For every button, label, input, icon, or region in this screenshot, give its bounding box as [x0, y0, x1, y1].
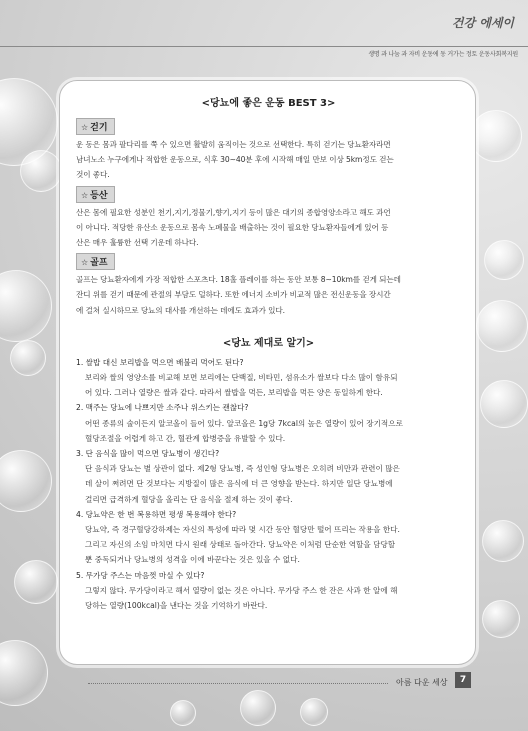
bubble-decoration [0, 640, 48, 706]
answer-line: 혈당조절을 어렵게 하고 간, 혈관계 합병증을 유발할 수 있다. [85, 433, 286, 443]
bubble-decoration [170, 700, 196, 726]
hiking-line: 이 아니다. 적당한 유산소 운동으로 몸속 노폐물을 배출하는 것이 필요한 당뇨환자들에게 있어 등 [76, 222, 389, 232]
question: 5. 무가당 주스는 마음껏 마실 수 있다? [76, 570, 205, 580]
page-number: 7 [455, 672, 471, 688]
bubble-decoration [0, 450, 52, 512]
bubble-decoration [14, 560, 58, 604]
exercise-item-hiking [76, 183, 461, 251]
golf-line: 에 걸쳐 실시하므로 당뇨의 대사를 개선하는 데에도 효과가 있다. [76, 305, 285, 315]
bubble-decoration [470, 110, 522, 162]
bubble-decoration [482, 600, 520, 638]
walking-line: 것이 좋다. [76, 170, 110, 180]
hiking-line: 산은 매우 훌륭한 선택 기운데 하나다. [76, 238, 199, 248]
tag-hiking: ☆ 등산 [76, 186, 115, 203]
answer-line: 당뇨약, 즉 경구혈당강하제는 자신의 특성에 따라 몇 시간 동안 혈당만 떨어 뜨리는 작용을 한다. [85, 525, 400, 535]
star-icon: ☆ [81, 190, 89, 200]
exercise-item-walking [76, 115, 461, 183]
article-content [76, 90, 461, 613]
answer-line: 그렇지 않다. 무가당이라고 해서 열량이 없는 것은 아니다. 무가당 주스 한 잔은 사과 한 알에 해 [85, 585, 398, 595]
qa-item-2 [76, 400, 461, 446]
answer-line: 단 음식과 당뇨는 별 상관이 없다. 제2형 당뇨병, 즉 성인형 당뇨병은 오히려 비만과 관련이 많은 [85, 464, 400, 474]
bubble-decoration [240, 690, 276, 726]
answer-line: 데 살이 쩌려면 단 것보다는 지방질이 많은 음식에 더 큰 영향을 받는다. 하지만 일단 당뇨병에 [85, 479, 393, 489]
tag-golf: ☆ 골프 [76, 253, 115, 270]
golf-line: 골프는 당뇨환자에게 가장 적합한 스포츠다. 18홀 플레이를 하는 동안 보통 8~10km를 걷게 되는데 [76, 275, 401, 285]
bubble-decoration [482, 520, 524, 562]
exercise-item-golf [76, 250, 461, 318]
section-title-exercise: <당뇨에 좋은 운동 BEST 3> [201, 98, 336, 109]
bubble-decoration [484, 240, 524, 280]
walking-line: 남녀노소 누구에게나 적합한 운동으로, 식후 30~40분 후에 시작해 매일 만보 이상 5km정도 걷는 [76, 155, 394, 165]
header-brand: 건강 에세이 [451, 16, 514, 30]
answer-line: 보리와 쌀의 영양소를 비교해 보면 보리에는 단백질, 비타민, 섬유소가 쌀보다 다소 많이 함유되 [85, 373, 398, 383]
golf-line: 잔디 위를 걷기 때문에 관절의 부담도 덜하다. 또한 에너지 소비가 비교적 많은 전신운동을 장시간 [76, 290, 391, 300]
qa-item-4 [76, 507, 461, 568]
answer-line: 당하는 열량(100kcal)을 낸다는 것을 기억하기 바란다. [85, 601, 268, 611]
question: 1. 쌀밥 대신 보리밥을 먹으면 배불리 먹어도 된다? [76, 357, 244, 367]
bubble-decoration [476, 300, 528, 352]
bubble-decoration [0, 270, 52, 342]
answer-line: 어떤 종류의 술이든지 알코올이 들어 있다. 알코올은 1g당 7kcal의 높은 열량이 있어 장기적으로 [85, 418, 403, 428]
section-title-facts: <당뇨 제대로 알기> [222, 337, 315, 349]
bubble-decoration [20, 150, 62, 192]
tag-walking: ☆ 걷기 [76, 118, 115, 135]
header-tagline: 생명 과 나눔 과 자비 운동에 동 거가는 정토 운동사회복지원 [368, 51, 518, 58]
answer-line: 그리고 자신의 소임 마치면 다시 원래 상태로 돌아간다. 당뇨약은 이처럼 단순한 역할을 담당할 [85, 540, 396, 550]
question: 2. 맥주는 당뇨에 나쁘지만 소주나 위스키는 괜찮다? [76, 403, 249, 413]
bubble-decoration [10, 340, 46, 376]
qa-item-5 [76, 568, 461, 614]
question: 4. 당뇨약은 한 번 복용하면 평생 복용해야 한다? [76, 509, 237, 519]
question: 3. 단 음식을 많이 먹으면 당뇨병이 생긴다? [76, 449, 220, 459]
footer-publication: 아름 다운 세상 [396, 678, 448, 687]
qa-item-3 [76, 446, 461, 507]
qa-item-1 [76, 355, 461, 401]
walking-line: 운 동은 몸과 팔다리를 쭉 수 있으면 활발히 움직이는 것으로 선택한다. 특히 걷기는 당뇨환자라면 [76, 140, 391, 149]
answer-line: 뿐 중독되거나 당뇨병의 성격을 이에 바꾼다는 것은 있을 수 없다. [85, 555, 300, 565]
answer-line: 어 있다. 그러나 열량은 쌀과 같다. 따라서 쌀밥을 먹든, 보리밥을 먹든 양은 동일하게 한다. [85, 388, 383, 398]
hiking-line: 산은 몸에 필요한 성분인 천기,지기,정물기,향기,지기 등이 많은 대기의 종합영양소라고 해도 과언 [76, 207, 391, 217]
header-divider [0, 46, 528, 47]
star-icon: ☆ [81, 123, 89, 132]
bubble-decoration [480, 380, 528, 428]
answer-line: 걸리면 급격하게 혈당을 올리는 단 음식을 절제 하는 것이 좋다. [85, 494, 293, 504]
bubble-decoration [300, 698, 328, 726]
star-icon: ☆ [81, 258, 89, 268]
footer-divider [88, 683, 388, 684]
